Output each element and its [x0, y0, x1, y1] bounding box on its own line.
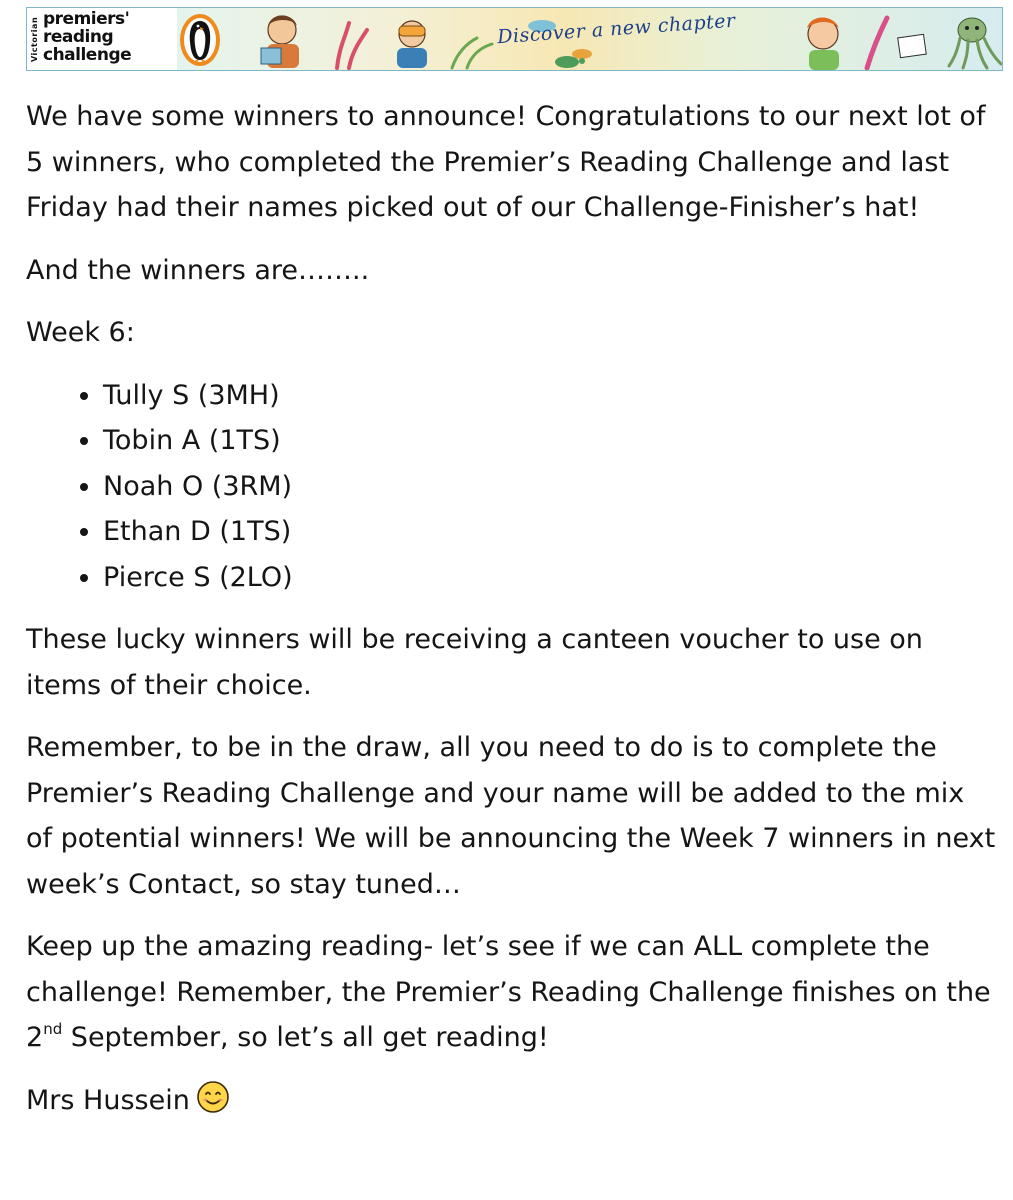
penguin-logo-icon — [177, 12, 223, 68]
boy-illustration — [807, 18, 839, 71]
logo-line-3: challenge — [43, 45, 132, 65]
premiers-reading-challenge-logo — [27, 8, 177, 70]
challenge-banner — [26, 7, 1003, 71]
week-label: Week 6: — [26, 317, 135, 348]
announce-line: And the winners are…….. — [26, 254, 370, 286]
intro-paragraph: We have some winners to announce! Congratulations to our next lot of 5 winners, who completed the Premier’s Reading Challenge and last Friday had their names picked out of our Challenge-Finisher’s hat! — [26, 101, 986, 223]
remember-paragraph: Remember, to be in the draw, all you need to do is to complete the Premier’s Reading Challenge and your name will be added to the mix of potential winners! We will be announcing the Week 7 winners in next week’s Contact, so stay tuned… — [26, 732, 996, 900]
closing-paragraph — [26, 924, 996, 1061]
smiling-face-icon — [196, 1080, 230, 1114]
signature-line — [26, 1078, 996, 1124]
logo-side-text: Victorian — [30, 16, 39, 62]
logo-line-1: premiers' — [43, 9, 130, 29]
newsletter-article — [26, 94, 996, 1140]
ordinal-suffix: nd — [43, 1020, 63, 1038]
diver-illustration — [397, 21, 427, 68]
winners-list — [26, 373, 996, 601]
list-item: • Tully S (3MH) — [103, 373, 996, 419]
list-item: • Tobin A (1TS) — [103, 418, 996, 464]
list-item: • Pierce S (2LO) — [103, 555, 996, 601]
octopus-illustration — [949, 18, 1001, 68]
logo-line-2: reading — [43, 27, 114, 47]
closing-text-part-2: September, so let’s all get reading! — [62, 1022, 549, 1053]
voucher-paragraph: These lucky winners will be receiving a canteen voucher to use on items of their choice. — [26, 624, 923, 701]
logo-wordmark — [43, 10, 131, 64]
list-item: • Ethan D (1TS) — [103, 509, 996, 555]
signature-name: Mrs Hussein — [26, 1084, 190, 1116]
list-item: • Noah O (3RM) — [103, 464, 996, 510]
kid-reading-illustration — [261, 16, 299, 69]
banner-tagline: Discover a new chapter — [496, 9, 737, 49]
closing-text-part-1: Keep up the amazing reading- let’s see if we can ALL complete the challenge! Remember, the Premier’s Reading Challenge finishes on the 2 — [26, 931, 991, 1053]
